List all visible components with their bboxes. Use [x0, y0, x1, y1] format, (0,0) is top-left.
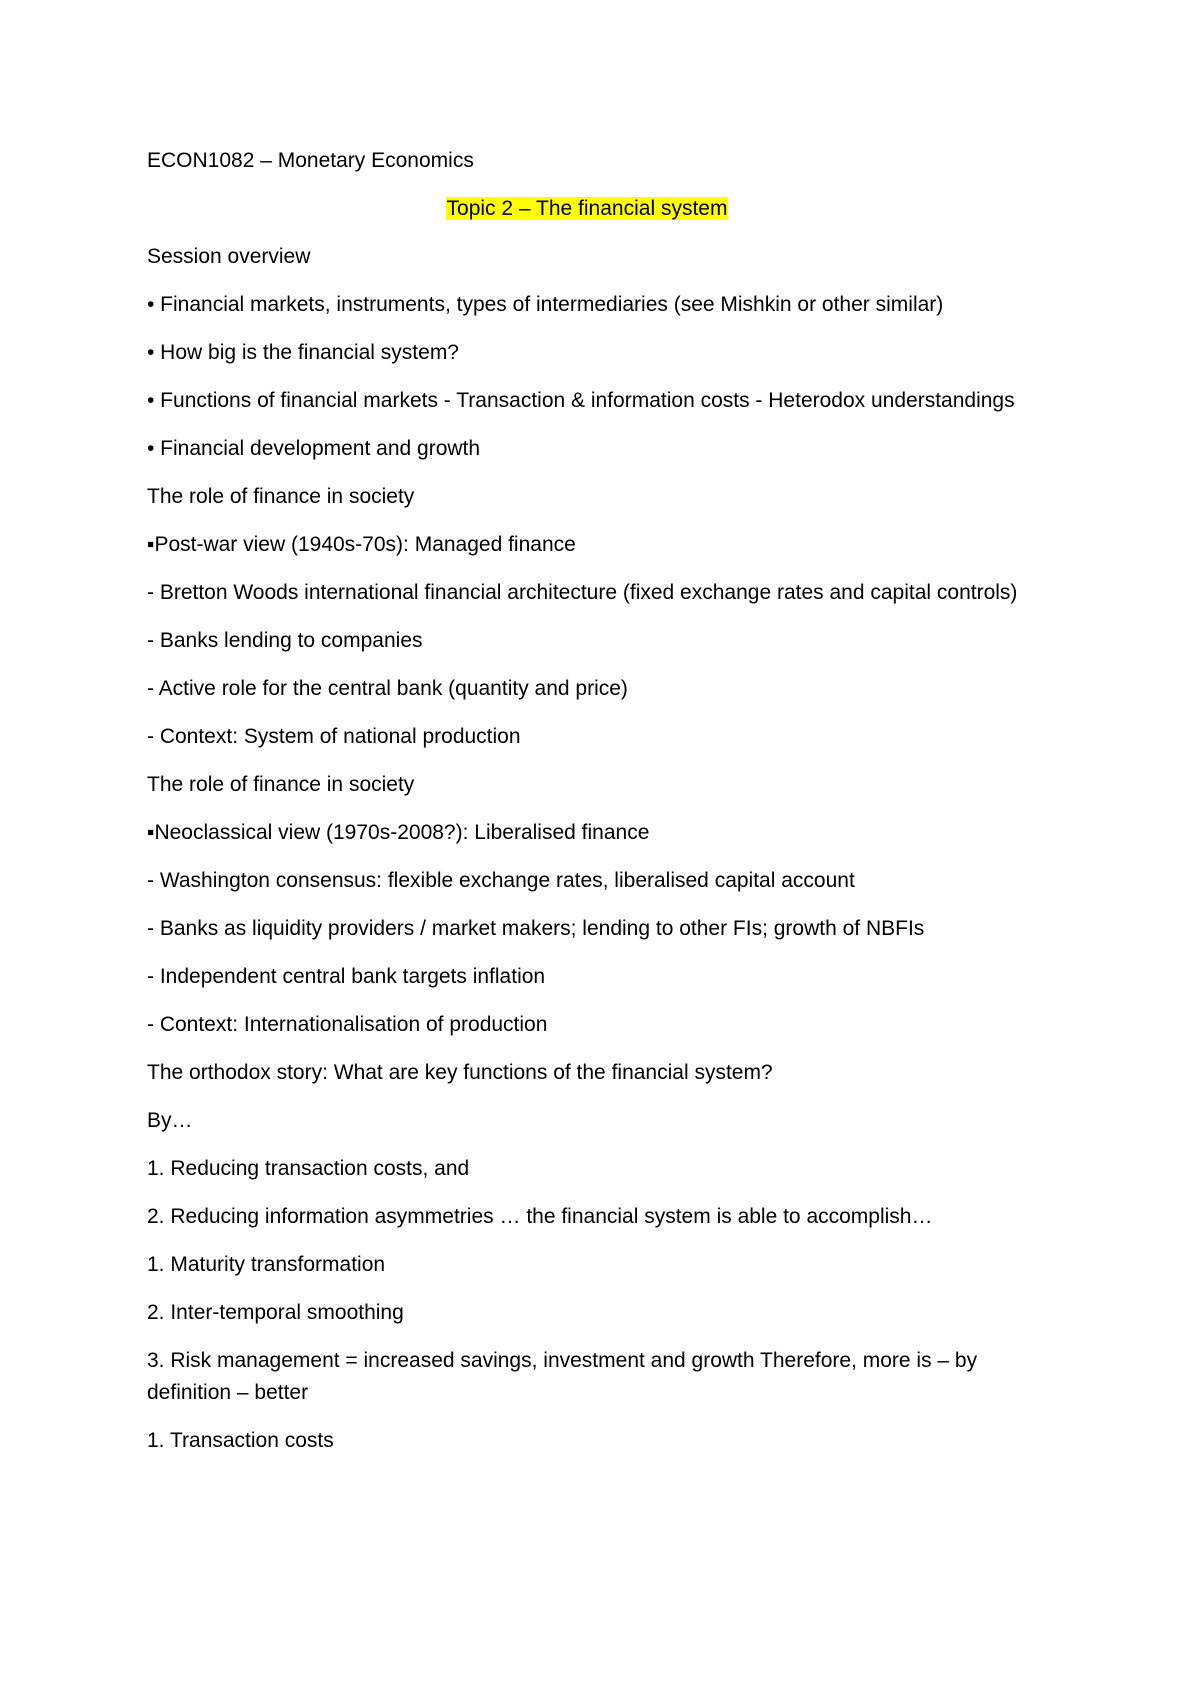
course-title: ECON1082 – Monetary Economics — [147, 149, 474, 172]
item-independent-central-bank: - Independent central bank targets inflation — [147, 965, 546, 988]
item-banks-lending: - Banks lending to companies — [147, 629, 423, 652]
section-heading-orthodox-story: The orthodox story: What are key functions of the financial system? — [147, 1061, 773, 1084]
item-risk-management: 3. Risk management = increased savings, investment and growth Therefore, more is – by definition – better — [147, 1349, 978, 1404]
item-neoclassical-view: ▪Neoclassical view (1970s-2008?): Liberalised finance — [147, 821, 650, 844]
bullet-functions: • Functions of financial markets - Transaction & information costs - Heterodox understandings — [147, 389, 1015, 412]
topic-title: Topic 2 – The financial system — [446, 197, 728, 220]
text-by: By… — [147, 1109, 193, 1132]
section-heading-transaction-costs: 1. Transaction costs — [147, 1429, 334, 1452]
item-maturity-transformation: 1. Maturity transformation — [147, 1253, 386, 1276]
item-banks-liquidity: - Banks as liquidity providers / market makers; lending to other FIs; growth of NBFIs — [147, 917, 925, 940]
document-body — [147, 145, 1027, 1473]
section-heading-session-overview: Session overview — [147, 245, 311, 268]
item-context-national: - Context: System of national production — [147, 725, 521, 748]
item-context-international: - Context: Internationalisation of production — [147, 1013, 548, 1036]
bullet-how-big: • How big is the financial system? — [147, 341, 459, 364]
topic-title-row — [147, 193, 1027, 225]
section-heading-role-of-finance-2: The role of finance in society — [147, 773, 415, 796]
item-reducing-transaction-costs: 1. Reducing transaction costs, and — [147, 1157, 470, 1180]
item-washington-consensus: - Washington consensus: flexible exchange rates, liberalised capital account — [147, 869, 855, 892]
bullet-development-growth: • Financial development and growth — [147, 437, 481, 460]
item-central-bank-role: - Active role for the central bank (quantity and price) — [147, 677, 628, 700]
item-reducing-information-asymmetries: 2. Reducing information asymmetries … the financial system is able to accomplish… — [147, 1205, 933, 1228]
section-heading-role-of-finance-1: The role of finance in society — [147, 485, 415, 508]
bullet-financial-markets: • Financial markets, instruments, types of intermediaries (see Mishkin or other similar) — [147, 293, 944, 316]
item-post-war-view: ▪Post-war view (1940s-70s): Managed finance — [147, 533, 576, 556]
item-inter-temporal-smoothing: 2. Inter-temporal smoothing — [147, 1301, 404, 1324]
item-bretton-woods: - Bretton Woods international financial architecture (fixed exchange rates and capital controls) — [147, 581, 1018, 604]
